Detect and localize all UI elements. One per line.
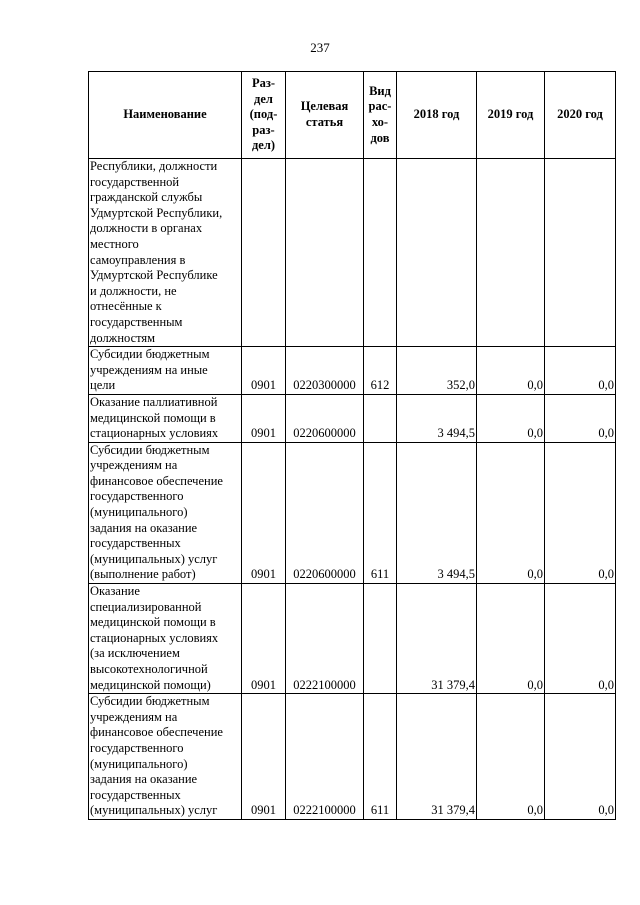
row-expense-type [364, 584, 397, 694]
row-2019: 0,0 [477, 394, 545, 442]
budget-table [88, 71, 616, 820]
header-2020: 2020 год [545, 72, 616, 159]
row-2020: 0,0 [545, 347, 616, 395]
row-name: Оказание специализированной медицинской помощи в стационарных условиях (за исключением высокотехнологичной медицинской помощи) [89, 584, 242, 694]
row-name: Субсидии бюджетным учреждениям на иные цели [89, 347, 242, 395]
page-number: 237 [310, 40, 330, 55]
table-row [89, 694, 616, 820]
row-2019: 0,0 [477, 694, 545, 820]
row-2020 [545, 159, 616, 347]
row-name: Оказание паллиативной медицинской помощи в стационарных условиях [89, 394, 242, 442]
row-target: 0220600000 [286, 442, 364, 583]
row-expense-type: 611 [364, 694, 397, 820]
row-expense-type: 611 [364, 442, 397, 583]
table-row [89, 347, 616, 395]
row-target [286, 159, 364, 347]
table-row [89, 394, 616, 442]
row-2019: 0,0 [477, 442, 545, 583]
row-target: 0220300000 [286, 347, 364, 395]
row-2018 [397, 159, 477, 347]
table-row [89, 159, 616, 347]
header-expense-type: Вид рас- хо- дов [364, 72, 397, 159]
row-target: 0222100000 [286, 584, 364, 694]
header-section: Раз- дел (под- раз- дел) [242, 72, 286, 159]
row-target: 0220600000 [286, 394, 364, 442]
row-target: 0222100000 [286, 694, 364, 820]
header-target: Целевая статья [286, 72, 364, 159]
row-section: 0901 [242, 442, 286, 583]
row-2020: 0,0 [545, 584, 616, 694]
row-section: 0901 [242, 394, 286, 442]
row-expense-type [364, 159, 397, 347]
table-row [89, 442, 616, 583]
row-2018: 31 379,4 [397, 694, 477, 820]
row-2018: 3 494,5 [397, 394, 477, 442]
header-2018: 2018 год [397, 72, 477, 159]
header-name: Наименование [89, 72, 242, 159]
row-2018: 3 494,5 [397, 442, 477, 583]
row-2019: 0,0 [477, 347, 545, 395]
row-name: Субсидии бюджетным учреждениям на финансовое обеспечение государственного (муниципального) задания на оказание государственных (муниципальных) услуг [89, 694, 242, 820]
row-2020: 0,0 [545, 394, 616, 442]
row-section [242, 159, 286, 347]
row-2019 [477, 159, 545, 347]
row-section: 0901 [242, 347, 286, 395]
row-section: 0901 [242, 584, 286, 694]
row-2020: 0,0 [545, 442, 616, 583]
header-2019: 2019 год [477, 72, 545, 159]
row-expense-type: 612 [364, 347, 397, 395]
row-2018: 352,0 [397, 347, 477, 395]
table-row [89, 584, 616, 694]
row-2018: 31 379,4 [397, 584, 477, 694]
row-2020: 0,0 [545, 694, 616, 820]
row-name: Республики, должности государственной гражданской службы Удмуртской Республики, должности в органах местного самоуправления в Удмуртской Республике и должности, не отнесённые к государственным должностям [89, 159, 242, 347]
row-2019: 0,0 [477, 584, 545, 694]
header-row [89, 72, 616, 159]
row-name: Субсидии бюджетным учреждениям на финансовое обеспечение государственного (муниципального) задания на оказание государственных (муниципальных) услуг (выполнение работ) [89, 442, 242, 583]
row-expense-type [364, 394, 397, 442]
row-section: 0901 [242, 694, 286, 820]
